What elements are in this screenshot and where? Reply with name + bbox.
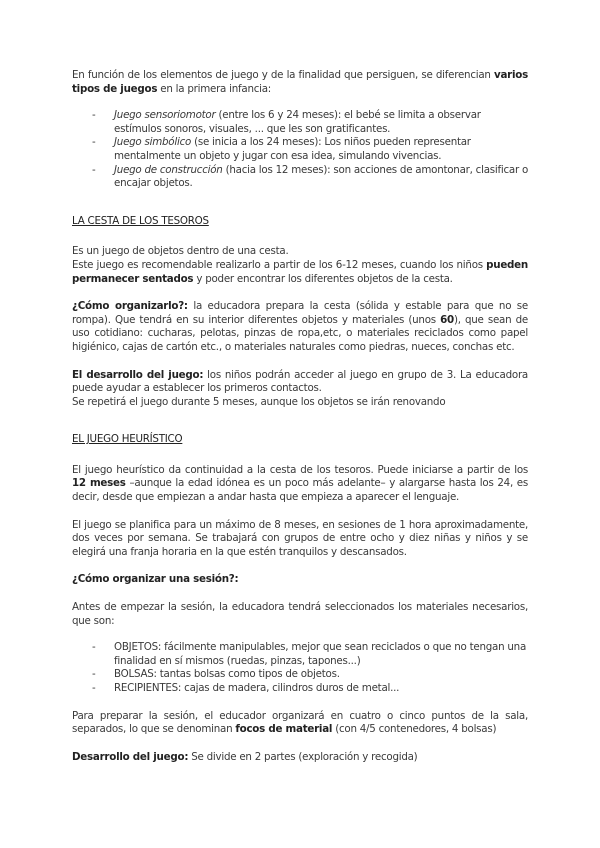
- list-item: - BOLSAS: tantas bolsas como tipos de objetos.: [92, 668, 528, 682]
- cesta-paragraph-1: Es un juego de objetos dentro de una cesta.: [72, 245, 289, 258]
- section-heading-cesta: LA CESTA DE LOS TESOROS: [72, 214, 209, 227]
- session-label: ¿Cómo organizar una sesión?:: [72, 573, 239, 586]
- heuristico-paragraph-3: Antes de empezar la sesión, la educadora tendrá seleccionados los materiales necesarios, que son:: [72, 601, 528, 627]
- materials-list: [72, 641, 528, 695]
- list-item: - Juego de construcción (hacia los 12 meses): son acciones de amontonar, clasificar o encajar objetos.: [92, 164, 528, 191]
- cesta-paragraph-2: Este juego es recomendable realizarlo a partir de los 6-12 meses, cuando los niños pueden permanecer sentados y poder encontrar los diferentes objetos de la cesta.: [72, 258, 528, 285]
- list-item: - RECIPIENTES: cajas de madera, cilindros duros de metal...: [92, 682, 528, 696]
- cesta-organization-paragraph: ¿Cómo organizarlo?: la educadora prepara la cesta (sólida y estable para que no se rompa). Que tendrá en su interior diferentes objetos y materiales (unos 60), que sean de uso cotidiano: cucharas, pelotas, pinzas de ropa,etc, o materiales reciclados como papel higiénico, cajas de cartón etc., o materiales naturales como piedras, nueces, conchas etc.: [72, 300, 528, 353]
- section-heading-heuristico: EL JUEGO HEURÍSTICO: [72, 433, 183, 446]
- intro-paragraph: En función de los elementos de juego y de la finalidad que persiguen, se diferencian varios tipos de juegos en la primera infancia:: [72, 69, 528, 95]
- heuristico-development-paragraph: Desarrollo del juego: Se divide en 2 partes (exploración y recogida): [72, 750, 418, 763]
- heuristico-paragraph-1: El juego heurístico da continuidad a la cesta de los tesoros. Puede iniciarse a partir de los 12 meses –aunque la edad idónea es un poco más adelante– y alargarse hasta los 24, es decir, desde que empiezan a andar hasta que empieza a aparecer el lenguaje.: [72, 463, 529, 504]
- heuristico-paragraph-4: Para preparar la sesión, el educador organizará en cuatro o cinco puntos de la sala, separados, lo que se denominan focos de material (con 4/5 contenedores, 4 bolsas): [72, 709, 528, 736]
- heuristico-paragraph-2: El juego se planifica para un máximo de 8 meses, en sesiones de 1 hora aproximadamente, dos veces por semana. Se trabajará con grupos de entre ocho y diez niñas y niños y se elegirá una franja horaria en la que estén tranquilos y descansados.: [72, 518, 528, 558]
- game-types-list: [72, 109, 528, 191]
- list-item: - OBJETOS: fácilmente manipulables, mejor que sean reciclados o que no tengan una finalidad en sí mismos (ruedas, pinzas, tapones...): [92, 641, 528, 668]
- cesta-development-paragraph: El desarrollo del juego: los niños podrán acceder al juego en grupo de 3. La educadora puede ayudar a establecer los primeros contactos.: [72, 368, 528, 395]
- list-item: - Juego simbólico (se inicia a los 24 meses): Los niños pueden representar mentalmente un objeto y jugar con esa idea, simulando vivencias.: [92, 136, 528, 163]
- list-item: - Juego sensoriomotor (entre los 6 y 24 meses): el bebé se limita a observar estímulos sonoros, visuales, ... que les son gratificantes.: [92, 109, 528, 136]
- cesta-repeat-paragraph: Se repetirá el juego durante 5 meses, aunque los objetos se irán renovando: [72, 395, 446, 408]
